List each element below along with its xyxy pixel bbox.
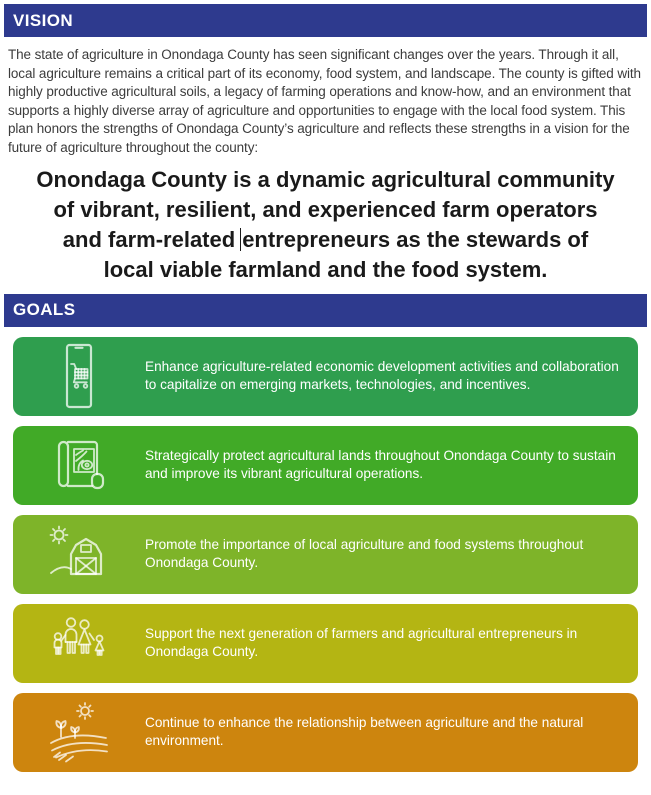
vision-statement-line-4: local viable farmland and the food system. — [103, 256, 548, 282]
barn-sun-icon — [13, 522, 145, 586]
topographic-map-scroll-icon — [13, 433, 145, 497]
vision-statement-line-2: of vibrant, resilient, and experienced farm operators — [53, 196, 598, 222]
goals-section-header — [4, 294, 647, 327]
goal-text: Strategically protect agricultural lands throughout Onondaga County to sustain and improve its vibrant agricultural operations. — [145, 448, 616, 482]
goal-text: Continue to enhance the relationship between agriculture and the natural environment. — [145, 715, 584, 749]
goal-text: Promote the importance of local agriculture and food systems throughout Onondaga County. — [145, 537, 584, 571]
smartphone-shopping-cart-icon — [13, 342, 145, 410]
vision-statement-line-3b: entrepreneurs as the stewards of — [242, 226, 589, 252]
goal-item-promote-local-agriculture[interactable] — [13, 515, 638, 594]
goals-list — [13, 337, 638, 772]
vision-statement-line-3 — [0, 225, 651, 255]
vision-section-header — [4, 4, 647, 37]
goal-item-natural-environment[interactable] — [13, 693, 638, 772]
goal-text: Support the next generation of farmers and agricultural entrepreneurs in Onondaga County. — [145, 626, 578, 660]
goals-section-title: GOALS — [13, 300, 76, 320]
vision-statement-line-1: Onondaga County is a dynamic agricultural community — [36, 166, 615, 192]
vision-statement-line-3a: and farm-related — [62, 226, 236, 252]
vision-statement[interactable] — [0, 165, 651, 285]
goal-item-protect-lands[interactable] — [13, 426, 638, 505]
vision-section-title: VISION — [13, 10, 74, 30]
family-icon — [13, 613, 145, 673]
goal-text: Enhance agriculture-related economic development activities and collaboration to capitalize on emerging markets, technologies, and incentives. — [145, 359, 619, 393]
goal-item-next-generation[interactable] — [13, 604, 638, 683]
vision-intro-paragraph[interactable]: The state of agriculture in Onondaga County has seen significant changes over the years. Through it all, local agriculture remains a critical part of its economy, food system, and landscape. The county is gifted with highly productive agricultural soils, a legacy of farming operations and know-how, and an environment that supports a highly diverse array of agriculture and opportunities to engage with the local food system. This plan honors the strengths of Onondaga County’s agriculture and reflects these strengths in a vision for the future of agriculture throughout the county: — [8, 47, 641, 155]
goal-item-economic-development[interactable] — [13, 337, 638, 416]
fields-nature-icon — [13, 700, 145, 764]
